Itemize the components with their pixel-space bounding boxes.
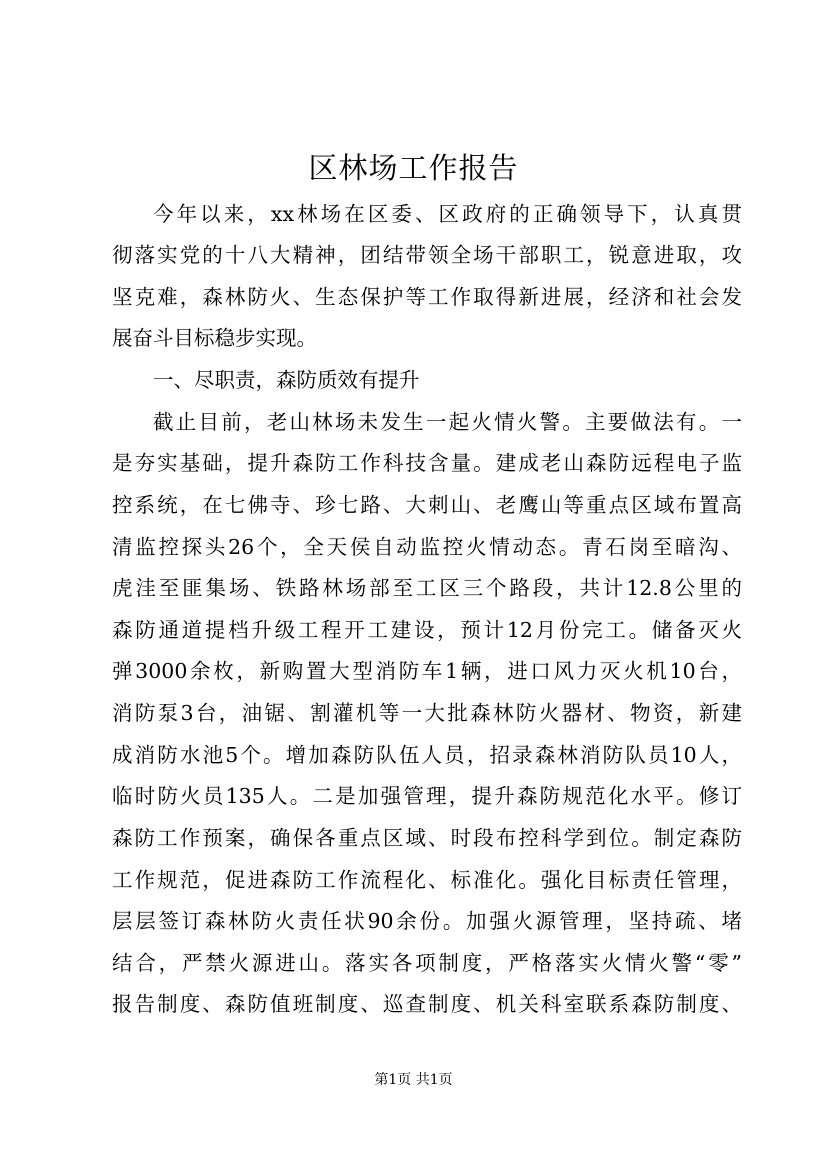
body-line: 是夯实基础，提升森防工作科技含量。建成老山森防远程电子监 [112,451,742,475]
body-line: 坚克难，森林防火、生态保护等工作取得新进展，经济和社会发 [112,285,742,309]
page-footer: 第1页 共1页 [374,1072,453,1088]
body-line: 成消防水池5个。增加森防队伍人员，招录森林消防队员10人， [112,743,742,767]
body-line: 控系统，在七佛寺、珍七路、大刺山、老鹰山等重点区域布置高 [112,493,742,517]
body-line: 工作规范，促进森防工作流程化、标准化。强化目标责任管理， [112,868,742,892]
body-line: 森防工作预案，确保各重点区域、时段布控科学到位。制定森防 [112,826,742,850]
body-line: 结合，严禁火源进山。落实各项制度，严格落实火情火警“零” [112,951,742,975]
body-line: 展奋斗目标稳步实现。 [112,326,317,350]
body-line: 虎洼至匪集场、铁路林场部至工区三个路段，共计12.8公里的 [112,576,742,600]
document-title: 区林场工作报告 [308,151,519,185]
body-line: 层层签订森林防火责任状90余份。加强火源管理，坚持疏、堵 [112,909,742,933]
body-line: 报告制度、森防值班制度、巡查制度、机关科室联系森防制度、 [112,992,742,1016]
body-line: 截止目前，老山林场未发生一起火情火警。主要做法有。一 [153,410,742,434]
body-line: 森防通道提档升级工程开工建设，预计12月份完工。储备灭火 [112,618,742,642]
body-line: 清监控探头26个，全天侯自动监控火情动态。青石岗至暗沟、 [112,535,742,559]
body-line: 今年以来，xx林场在区委、区政府的正确领导下，认真贯 [153,202,742,226]
body-line: 彻落实党的十八大精神，团结带领全场干部职工，锐意进取，攻 [112,243,742,267]
body-line: 临时防火员135人。二是加强管理，提升森防规范化水平。修订 [112,784,742,808]
section-heading: 一、尽职责，森防质效有提升 [153,368,420,392]
body-line: 弹3000余枚，新购置大型消防车1辆，进口风力灭火机10台， [112,659,742,683]
body-line: 消防泵3台，油锯、割灌机等一大批森林防火器材、物资，新建 [112,701,742,725]
